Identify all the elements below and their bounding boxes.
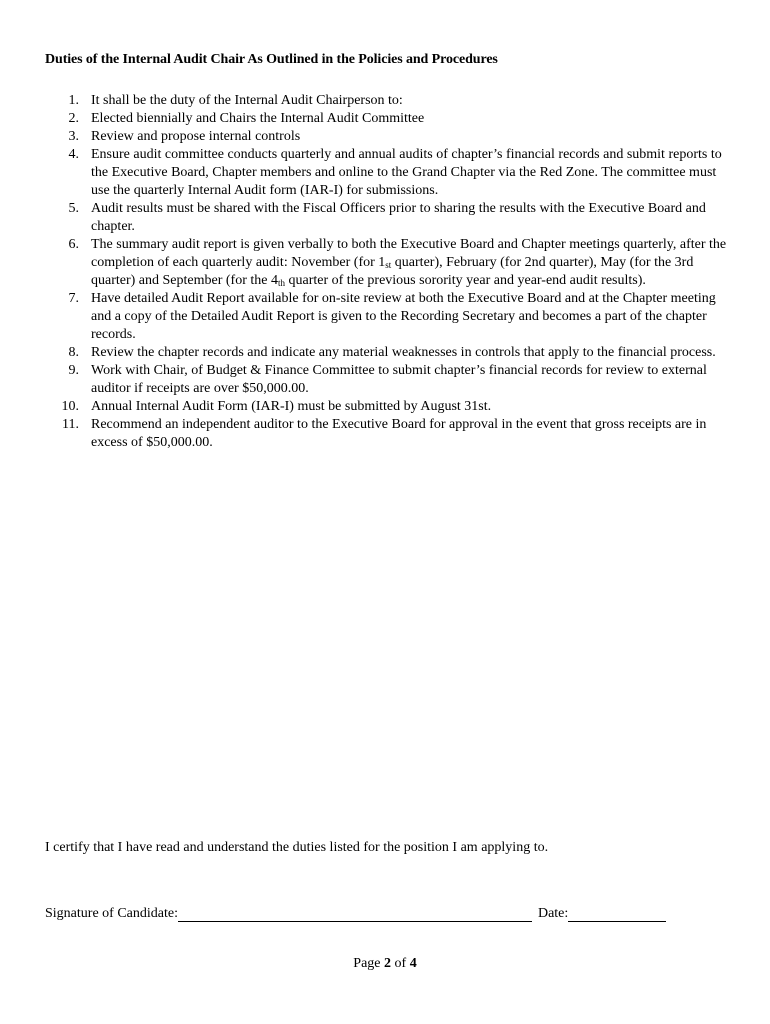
date-field[interactable] [568,907,666,922]
duty-item-7 [45,290,735,344]
duty-number: 7. [68,291,79,306]
duty-number: 1. [68,93,79,108]
duty-item-10 [45,398,735,416]
duty-item-11 [45,416,735,452]
duty-item-2 [45,110,735,128]
duty-text-part: The summary audit report is given verbally to both the Executive Board and Chapter meetings quarterly, after the completion of each quarterly audit: November (for 1 [91,237,727,270]
duty-number: 2. [68,111,79,126]
duty-text: Recommend an independent auditor to the Executive Board for approval in the event that gross receipts are in excess of $50,000.00. [91,417,707,450]
duty-text: Elected biennially and Chairs the Internal Audit Committee [91,111,425,126]
duty-number: 10. [61,399,79,414]
duty-text: Annual Internal Audit Form (IAR-I) must be submitted by August 31st. [91,399,492,414]
duty-number: 4. [68,147,79,162]
duty-text: Audit results must be shared with the Fiscal Officers prior to sharing the results with the Executive Board and chapter. [91,201,706,234]
duty-number: 6. [68,237,79,252]
duty-text: Review the chapter records and indicate any material weaknesses in controls that apply to the financial process. [91,345,716,360]
certification-statement: I certify that I have read and understand the duties listed for the position I am applying to. [45,840,549,855]
duty-item-9 [45,362,735,398]
duty-item-5 [45,200,735,236]
duties-list [45,92,735,452]
current-page-number: 2 [384,956,392,971]
duty-item-4 [45,146,735,200]
ordinal-suffix: st [385,260,392,270]
duty-text: Work with Chair, of Budget & Finance Committee to submit chapter’s financial records for review to external auditor if receipts are over $50,000.00. [91,363,707,396]
date-label: Date: [537,906,569,921]
duty-number: 11. [62,417,79,432]
duty-number: 8. [68,345,79,360]
duty-text: Review and propose internal controls [91,129,301,144]
duty-item-8 [45,344,735,362]
duty-text-part: quarter), February (for 2nd quarter), May (for the 3rd quarter) and September (for the 4 [91,255,694,288]
duty-item-6 [45,236,735,290]
duty-text: Have detailed Audit Report available for on-site review at both the Executive Board and at the Chapter meeting and a copy of the Detailed Audit Report is given to the Recording Secretary and becomes a part of the chapter records. [91,291,716,342]
signature-label: Signature of Candidate: [45,906,178,921]
ordinal-suffix: th [277,278,285,288]
total-page-count: 4 [409,956,417,971]
signature-row [45,906,666,922]
duty-number: 9. [68,363,79,378]
page-of: of [391,956,410,971]
duty-text: Ensure audit committee conducts quarterly and annual audits of chapter’s financial records and submit reports to the Executive Board, Chapter members and online to the Grand Chapter via the Red Zone. The committee must use the quarterly Internal Audit form (IAR-I) for submissions. [91,147,722,198]
duty-text-part: quarter of the previous sorority year and year-end audit results). [285,273,646,288]
duty-number: 3. [68,129,79,144]
duty-number: 5. [68,201,79,216]
duty-item-3 [45,128,735,146]
page-footer [0,956,770,972]
page-prefix: Page [353,956,385,971]
signature-field[interactable] [178,907,532,922]
duty-text: It shall be the duty of the Internal Audit Chairperson to: [91,93,403,108]
duty-item-1 [45,92,735,110]
document-title: Duties of the Internal Audit Chair As Outlined in the Policies and Procedures [45,52,498,67]
